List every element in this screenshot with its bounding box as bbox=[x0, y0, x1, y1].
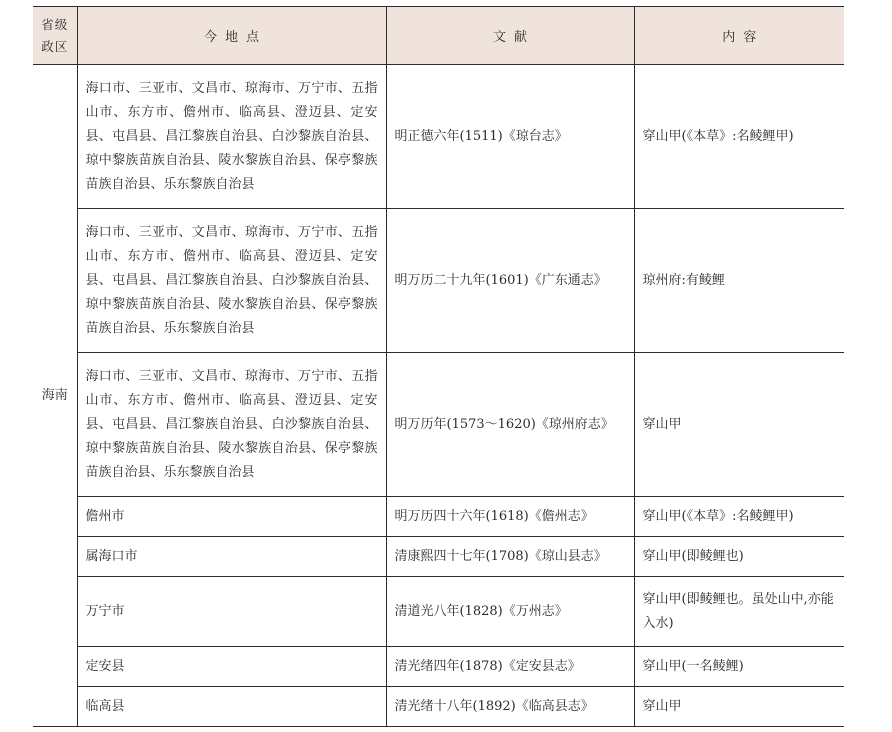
table-header-row bbox=[33, 7, 844, 65]
content-cell: 穿山甲 bbox=[634, 687, 844, 727]
document-cell: 清道光八年(1828)《万州志》 bbox=[386, 577, 634, 647]
content-cell: 琼州府:有鲮鲤 bbox=[634, 209, 844, 353]
table-row bbox=[33, 353, 844, 497]
content-cell: 穿山甲 bbox=[634, 353, 844, 497]
content-cell: 穿山甲(即鲮鲤也。虽处山中,亦能入水) bbox=[634, 577, 844, 647]
header-province-label: 省级 政区 bbox=[41, 16, 69, 54]
document-cell: 清光绪四年(1878)《定安县志》 bbox=[386, 647, 634, 687]
place-cell: 属海口市 bbox=[77, 537, 386, 577]
header-document: 文献 bbox=[386, 7, 634, 65]
document-cell: 明正德六年(1511)《琼台志》 bbox=[386, 65, 634, 209]
header-place: 今地点 bbox=[77, 7, 386, 65]
document-page bbox=[33, 6, 844, 727]
table-row bbox=[33, 537, 844, 577]
content-cell: 穿山甲(《本草》:名鲮鲤甲) bbox=[634, 65, 844, 209]
table-row bbox=[33, 577, 844, 647]
table-row bbox=[33, 647, 844, 687]
header-province bbox=[33, 7, 77, 65]
document-cell: 清康熙四十七年(1708)《琼山县志》 bbox=[386, 537, 634, 577]
place-cell: 海口市、三亚市、文昌市、琼海市、万宁市、五指山市、东方市、儋州市、临高县、澄迈县、定安县、屯昌县、昌江黎族自治县、白沙黎族自治县、琼中黎族苗族自治县、陵水黎族自治县、保亭黎族苗族自治县、乐东黎族自治县 bbox=[77, 209, 386, 353]
place-cell: 万宁市 bbox=[77, 577, 386, 647]
table-row bbox=[33, 209, 844, 353]
document-cell: 清光绪十八年(1892)《临高县志》 bbox=[386, 687, 634, 727]
place-cell: 临高县 bbox=[77, 687, 386, 727]
content-cell: 穿山甲(《本草》:名鲮鲤甲) bbox=[634, 497, 844, 537]
province-cell: 海南 bbox=[33, 65, 77, 727]
place-cell: 定安县 bbox=[77, 647, 386, 687]
content-cell: 穿山甲(一名鲮鲤) bbox=[634, 647, 844, 687]
document-cell: 明万历四十六年(1618)《儋州志》 bbox=[386, 497, 634, 537]
place-cell: 儋州市 bbox=[77, 497, 386, 537]
place-cell: 海口市、三亚市、文昌市、琼海市、万宁市、五指山市、东方市、儋州市、临高县、澄迈县、定安县、屯昌县、昌江黎族自治县、白沙黎族自治县、琼中黎族苗族自治县、陵水黎族自治县、保亭黎族苗族自治县、乐东黎族自治县 bbox=[77, 353, 386, 497]
place-cell: 海口市、三亚市、文昌市、琼海市、万宁市、五指山市、东方市、儋州市、临高县、澄迈县、定安县、屯昌县、昌江黎族自治县、白沙黎族自治县、琼中黎族苗族自治县、陵水黎族自治县、保亭黎族苗族自治县、乐东黎族自治县 bbox=[77, 65, 386, 209]
historical-records-table bbox=[33, 6, 844, 727]
content-cell: 穿山甲(即鲮鲤也) bbox=[634, 537, 844, 577]
table-row bbox=[33, 497, 844, 537]
table-row bbox=[33, 65, 844, 209]
header-content: 内容 bbox=[634, 7, 844, 65]
document-cell: 明万历二十九年(1601)《广东通志》 bbox=[386, 209, 634, 353]
table-row bbox=[33, 687, 844, 727]
document-cell: 明万历年(1573～1620)《琼州府志》 bbox=[386, 353, 634, 497]
